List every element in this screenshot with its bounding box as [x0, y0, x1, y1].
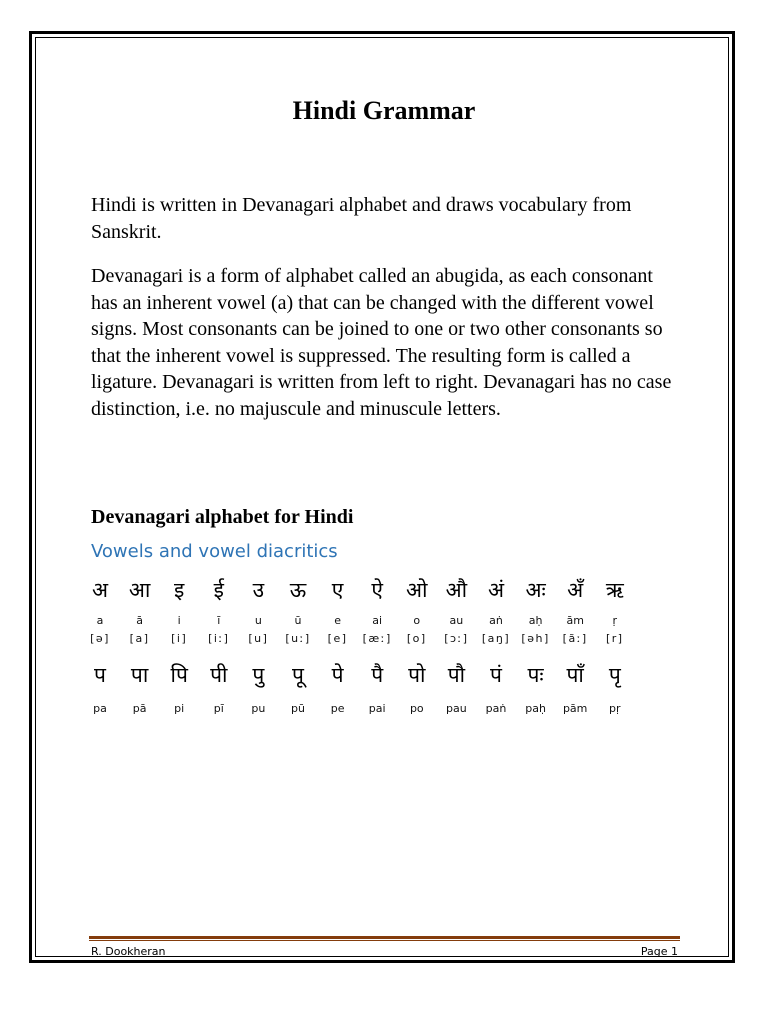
ipa-value: [uː]: [285, 632, 311, 645]
transliteration: ām: [566, 614, 584, 627]
page-title: Hindi Grammar: [292, 96, 476, 125]
diacritic-form: पो: [408, 663, 426, 687]
transliteration: e: [334, 614, 341, 627]
footer-rule-thin: [89, 940, 680, 941]
diacritic-form: पै: [371, 663, 384, 687]
vowel-letter: ए: [331, 578, 344, 602]
ipa-value: [o]: [406, 632, 427, 645]
diacritic-form: पं: [490, 663, 502, 687]
syllable: pū: [291, 702, 305, 715]
transliteration: a: [96, 614, 104, 627]
syllable: paṅ: [485, 702, 507, 715]
ipa-value: [e]: [327, 632, 348, 645]
transliteration: ṛ: [612, 614, 618, 627]
vowel-letter: अं: [487, 578, 505, 602]
diacritic-form: पि: [170, 663, 188, 687]
ipa-value: [a]: [129, 632, 150, 645]
ipa-value: [ə]: [90, 632, 110, 645]
footer-page-number: Page 1: [640, 945, 678, 958]
vowel-letter: ऋ: [605, 578, 624, 602]
diacritic-form: पे: [331, 663, 344, 687]
syllable: pau: [446, 702, 467, 715]
ipa-value: [əh]: [521, 632, 550, 645]
transliteration: o: [413, 614, 421, 627]
syllable: pu: [251, 702, 266, 715]
footer-author: R. Dookheran: [91, 945, 166, 958]
transliteration: ai: [372, 614, 383, 627]
transliteration: ū: [294, 614, 302, 627]
vowel-letter: ओ: [406, 578, 428, 602]
page-border-inner: [35, 37, 729, 957]
ipa-value: [iː]: [208, 632, 230, 645]
diacritic-form: पृ: [608, 663, 621, 687]
ipa-value: [ãː]: [562, 632, 588, 645]
syllable: pai: [368, 702, 386, 715]
diacritic-form: पु: [252, 663, 265, 687]
diacritic-form: प: [94, 663, 106, 687]
ipa-value: [u]: [248, 632, 269, 645]
intro-paragraph: Hindi is written in Devanagari alphabet and draws vocabulary from Sanskrit.: [91, 194, 632, 243]
transliteration: u: [254, 614, 262, 627]
transliteration: aṅ: [489, 614, 503, 627]
section-heading: Devanagari alphabet for Hindi: [91, 506, 354, 528]
diacritic-form: पू: [292, 663, 304, 687]
diacritic-form: पाँ: [566, 663, 584, 687]
transliteration: i: [177, 614, 181, 627]
transliteration: au: [449, 614, 464, 627]
abugida-paragraph: Devanagari is a form of alphabet called an abugida, as each consonant has an inherent vowel (a) that can be changed with the different vowel signs. Most consonants can be joined to one or two other consonants so that the inherent vowel is suppressed. The resulting form is called a ligature. Devanagari is written from left to right. Devanagari has no case distinction, i.e. no majuscule and minuscule letters.: [91, 265, 672, 420]
vowel-letter: औ: [445, 578, 468, 602]
vowel-letter: आ: [128, 578, 151, 602]
vowel-letter: ऊ: [289, 578, 307, 602]
syllable: pa: [93, 702, 107, 715]
ipa-value: [i]: [171, 632, 188, 645]
diacritic-form: पः: [527, 663, 544, 687]
syllable: pṛ: [609, 702, 621, 715]
syllable: pām: [562, 702, 588, 715]
vowel-letter: ऐ: [371, 578, 383, 602]
transliteration: aḥ: [528, 614, 543, 627]
vowel-letter: ई: [213, 578, 224, 602]
vowel-letter: अः: [525, 578, 546, 602]
vowel-letter: उ: [252, 578, 265, 602]
ipa-value: [r]: [605, 632, 624, 645]
vowels-subheading: Vowels and vowel diacritics: [91, 541, 338, 562]
transliteration: ī: [217, 614, 221, 627]
syllable: pī: [213, 702, 224, 715]
footer-rule: [89, 936, 680, 939]
syllable: po: [409, 702, 424, 715]
syllable: paḥ: [525, 702, 546, 715]
diacritic-form: पी: [210, 663, 228, 687]
vowel-letter: अँ: [567, 578, 584, 602]
diacritic-form: पौ: [447, 663, 466, 687]
syllable: pe: [330, 702, 345, 715]
diacritic-form: पा: [130, 663, 149, 687]
ipa-value: [aŋ]: [481, 632, 511, 645]
ipa-value: [ɔː]: [444, 632, 469, 645]
syllable: pā: [132, 702, 147, 715]
vowel-letter: अ: [91, 578, 109, 602]
vowel-letter: इ: [174, 578, 185, 602]
ipa-value: [æː]: [362, 632, 392, 645]
transliteration: ā: [136, 614, 143, 627]
syllable: pi: [174, 702, 185, 715]
